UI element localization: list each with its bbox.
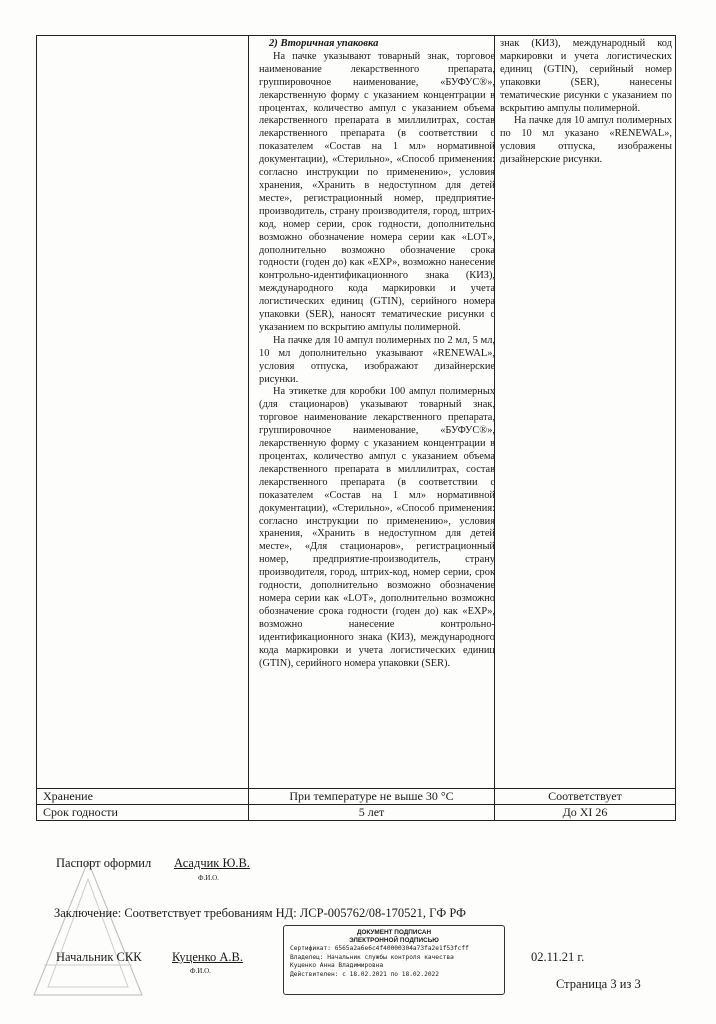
storage-result: Соответствует: [548, 789, 622, 803]
fio-caption-2: Ф.И.О.: [190, 967, 211, 975]
specification-table: [36, 35, 676, 821]
stamp-certificate: Сертификат: 6565a2a6e6c4f40000304a73fa2e1f53fcff: [290, 945, 469, 952]
fio-caption-1: Ф.И.О.: [198, 874, 219, 882]
packaging-paragraph: На этикетке для коробки 100 ампул полимерных (для стационаров) указывают товарный знак, торговое наименование лекарственного препарата, группировочное наименование, «БУФУС®», лекарственную форму с указанием концентрации в процентах, количество ампул с указанием объема лекарственного препарата в миллилитрах, состав лекарственного препарата (в соответствии с показателем «Состав на 1 мл» нормативной документации), «Стерильно», «Способ применения: согласно инструкции по применению», условия хранения, «Хранить в недоступном для детей месте», «Для стационаров», регистрационный номер, предприятие-производитель, страну производителя, город, штрих-код, номер серии, срок годности, дополнительно возможно обозначение номера серии как «LOT», дополнительно возможно обозначение срока годности (годен до) как «EXP», возможно нанесение контрольно-идентификационного знака (КИЗ), международного кода маркировки и учета логистических единиц (GTIN), серийного номера упаковки (SER).: [259, 386, 495, 669]
shelf-life-result: До XI 26: [562, 805, 608, 819]
shelf-life-requirement: 5 лет: [358, 805, 385, 819]
column-divider-1: [248, 36, 249, 820]
chief-label: Начальник СКК: [56, 950, 142, 964]
results-column: [500, 38, 672, 167]
storage-requirement: При температуре не выше 30 °С: [289, 789, 454, 803]
conclusion: Заключение: Соответствует требованиям НД: ЛСР-005762/08-170521, ГФ РФ: [54, 906, 466, 920]
chief-name: Куценко А.В.: [172, 950, 244, 964]
faded-seal-triangle-icon: [30, 855, 150, 1005]
secondary-packaging-heading: 2) Вторичная упаковка: [269, 38, 379, 49]
stamp-validity: Действителен: с 18.02.2021 по 18.02.2022: [290, 970, 440, 978]
result-paragraph: знак (КИЗ), международный код маркировки и учета логистических единиц (GTIN), серийный номер упаковки (SER), нанесены тематические рисунки с указанием по вскрытию ампулы полимерной.: [500, 38, 672, 114]
stamp-title-1: ДОКУМЕНТ ПОДПИСАН: [356, 929, 432, 936]
packaging-paragraph: На пачке для 10 ампул полимерных по 2 мл, 5 мл, 10 мл дополнительно указывают «RENEWAL», условия отпуска, изображают дизайнерские рисунки.: [259, 334, 495, 385]
electronic-signature-stamp: [283, 925, 505, 995]
stamp-person: Куценко Анна Владимировна: [290, 962, 384, 970]
result-paragraph: На пачке для 10 ампул полимерных по 10 мл указано «RENEWAL», условия отпуска, изображены дизайнерские рисунки.: [500, 115, 672, 166]
passport-name: Асадчик Ю.В.: [174, 856, 250, 870]
passport-label: Паспорт оформил: [56, 856, 152, 870]
page-number: Страница 3 из 3: [556, 977, 641, 991]
stamp-owner: Владелец: Начальник службы контроля качества: [290, 953, 454, 961]
stamp-title-2: ЭЛЕКТРОННОЙ ПОДПИСЬЮ: [349, 937, 439, 944]
shelf-life-label: Срок годности: [43, 805, 118, 819]
packaging-paragraph: На пачке указывают товарный знак, торговое наименование лекарственного препарата, группировочное наименование, «БУФУС®», лекарственную форму с указанием концентрации в процентах, количество ампул с указанием объема лекарственного препарата в миллилитрах, состав лекарственного препарата (в соответствии с показателем «Состав на 1 мл» нормативной документации), «Стерильно», «Способ применения: согласно инструкции по применению», условия хранения, «Хранить в недоступном для детей месте», регистрационный номер, предприятие-производитель, страну производителя, город, штрих-код, номер серии, срок годности, дополнительно возможно обозначение номера серии как «LOT», дополнительно возможно обозначение срока годности (годен до) как «EXP», возможно нанесение контрольно-идентификационного знака (КИЗ), международного кода маркировки и учета логистических единиц (GTIN), серийного номера упаковки (SER), наносят тематические рисунки с указанием по вскрытию ампулы полимерной.: [259, 50, 495, 333]
requirements-column: [259, 38, 495, 670]
storage-label: Хранение: [43, 789, 93, 803]
document-date: 02.11.21 г.: [531, 950, 585, 964]
